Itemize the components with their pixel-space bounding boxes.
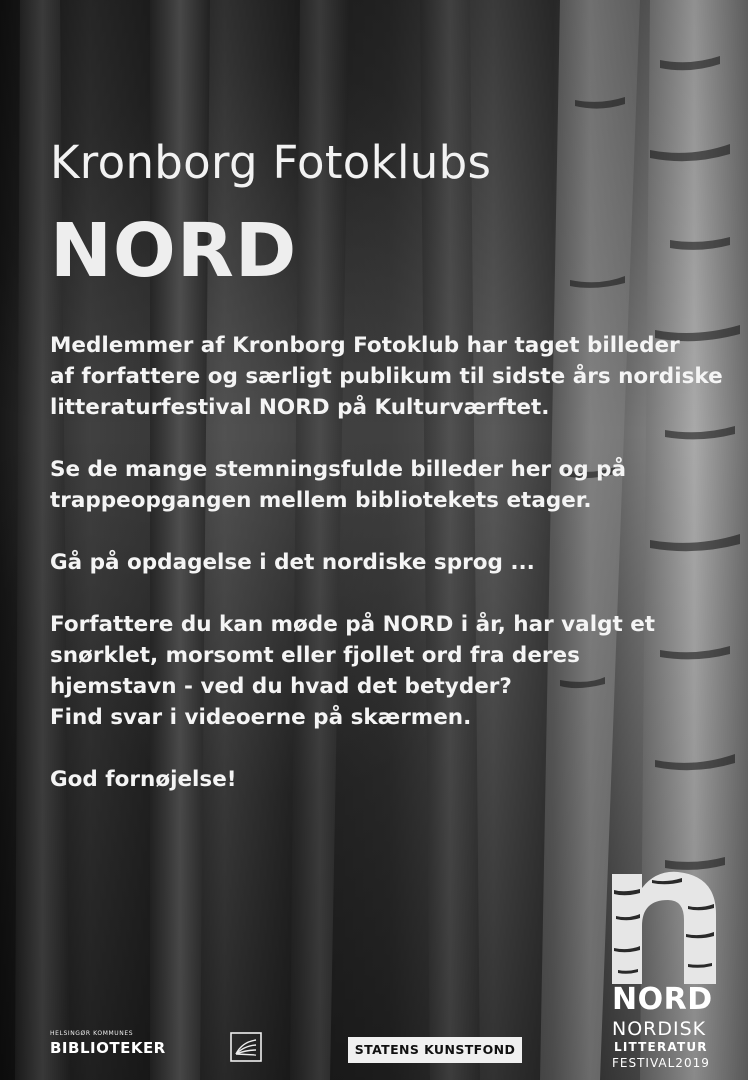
logo-litteratur-text: LITTERATUR [614,1040,708,1054]
bib-municipality-text: HELSINGØR KOMMUNES [50,1030,134,1037]
poster-headline: NORD [50,208,298,294]
birch-n-icon [612,870,716,984]
paragraph-authors: Forfattere du kan møde på NORD i år, har valgt et snørklet, morsomt eller fjollet ord fra deres hjemstavn - ved du hvad det betyder? Find svar i videoerne på skærmen. [50,612,656,730]
helsingor-biblioteker-logo [50,1030,170,1060]
nordic-council-swan-icon [230,1032,262,1062]
paragraph-language: Gå på opdagelse i det nordiske sprog ... [50,550,535,575]
statens-kunstfond-logo: STATENS KUNSTFOND [348,1037,522,1063]
logo-nord-text: NORD [612,982,713,1017]
logo-nordisk-text: NORDISK [612,1018,707,1040]
poster-subtitle: Kronborg Fotoklubs [50,136,492,189]
paragraph-gallery: Se de mange stemningsfulde billeder her og på trappeopgangen mellem bibliotekets etager. [50,457,627,513]
logo-festival-text: FESTIVAL2019 [612,1056,710,1070]
paragraph-closing: God fornøjelse! [50,767,237,792]
bib-name-text: BIBLIOTEKER [50,1039,166,1057]
nord-festival-logo [608,870,720,1070]
paragraph-intro: Medlemmer af Kronborg Fotoklub har taget billeder af forfattere og særligt publikum til sidste års nordiske litteraturfestival NORD på Kulturværftet. [50,333,723,420]
poster-body [50,330,740,826]
